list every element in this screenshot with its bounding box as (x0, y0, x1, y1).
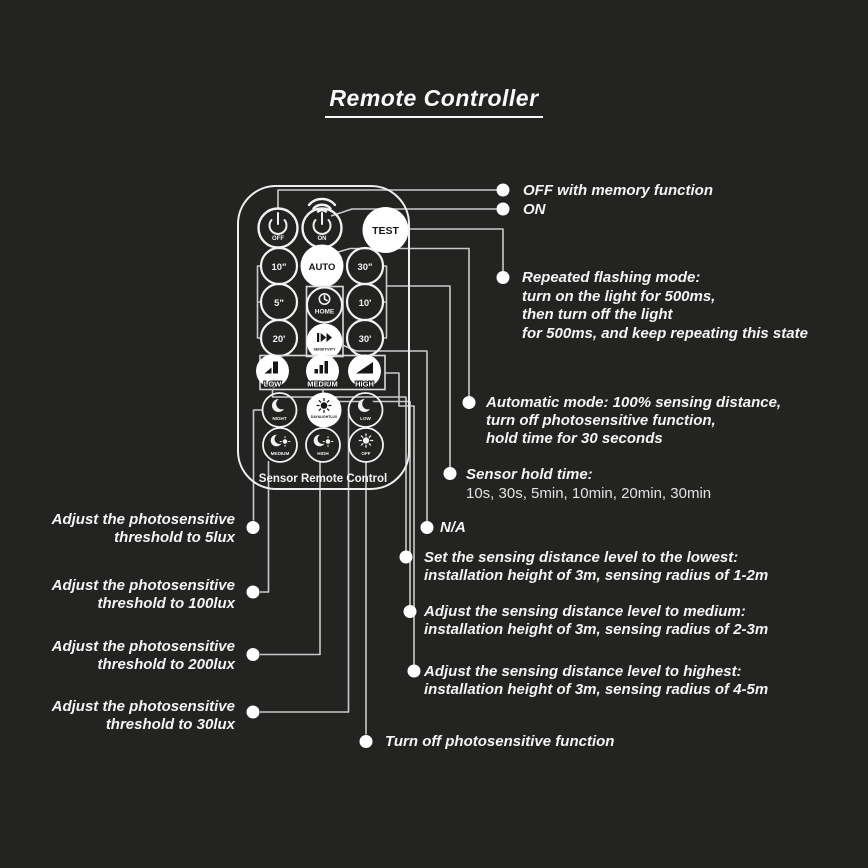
annotation-distance-medium (424, 603, 768, 639)
sun-icon (359, 434, 372, 447)
button-lux-off (349, 428, 383, 462)
annotation-line: ON (523, 201, 546, 218)
annotation-line: Repeated flashing mode: (522, 269, 701, 286)
button-lux-night-label: NIGHT (272, 416, 287, 421)
button-distance-high-label: HIGH (355, 379, 374, 389)
button-on-label: ON (317, 236, 327, 242)
callout-bullet (463, 396, 476, 409)
button-lux-low (349, 393, 383, 427)
annotation-line: threshold to 5lux (114, 529, 235, 546)
button-5s-label: 5" (274, 298, 284, 309)
callout-bullet (444, 467, 457, 480)
callout-bullet (404, 605, 417, 618)
button-auto (301, 245, 344, 288)
annotation-line: Turn off photosensitive function (385, 733, 615, 750)
line-test (409, 229, 504, 271)
callout-bullet (247, 521, 260, 534)
annotation-line: hold time for 30 seconds (486, 430, 663, 447)
callout-bullet (247, 648, 260, 661)
button-lux-daylight-label: DAY&LIGHTLUX (310, 415, 338, 419)
sun-icon (317, 399, 331, 413)
button-30m-label: 30' (358, 334, 372, 345)
button-30s-label: 30" (357, 262, 373, 273)
annotation-line: Adjust the photosensitive (51, 698, 235, 715)
button-10m (347, 284, 383, 320)
callout-bullet (497, 184, 510, 197)
annotation-line: installation height of 3m, sensing radius of 4-5m (424, 681, 769, 698)
annotation-line: installation height of 3m, sensing radius of 2-3m (424, 621, 769, 638)
button-sensitivity (307, 324, 343, 360)
annotation-off-memory (523, 182, 713, 200)
button-off-label: OFF (272, 236, 284, 242)
annotation-lux200 (52, 638, 235, 674)
callout-bullet (360, 735, 373, 748)
annotation-line: Adjust the photosensitive (51, 577, 235, 594)
button-lux-night (263, 393, 297, 427)
button-lux-off-label: OFF (361, 451, 371, 456)
annotation-line: for 500ms, and keep repeating this state (522, 324, 808, 342)
annotation-lux30 (52, 698, 235, 734)
page-title: Remote Controller (325, 85, 542, 118)
button-lux-high (306, 428, 340, 462)
annotation-line: N/A (440, 519, 466, 536)
clock-icon (319, 294, 329, 304)
line-night-5lux (254, 410, 263, 521)
button-home-label: HOME (314, 308, 335, 316)
button-20m-label: 20' (272, 334, 286, 345)
bracket-right-times (383, 266, 450, 467)
line-on (331, 209, 497, 216)
annotation-lux5 (52, 511, 235, 547)
moon-icon (358, 398, 373, 412)
annotation-line: Adjust the photosensitive (51, 511, 235, 528)
button-lux-high-label: HIGH (317, 451, 329, 456)
annotation-line: OFF with memory function (523, 182, 713, 199)
annotation-hold-time (466, 465, 711, 503)
callout-bullet (497, 271, 510, 284)
annotation-line: turn off photosensitive function, (486, 412, 716, 429)
annotation-line: threshold to 100lux (97, 595, 235, 612)
button-on (303, 209, 342, 248)
annotation-line: turn on the light for 500ms, (522, 287, 716, 305)
button-30s (347, 248, 383, 284)
annotation-line: then turn off the light (522, 306, 673, 323)
annotation-detail: 10s, 30s, 5min, 10min, 20min, 30min (466, 485, 712, 502)
button-lux-medium (263, 428, 297, 462)
button-distance-high (348, 355, 381, 389)
moon-sun-icon (271, 434, 290, 446)
button-distance-low-label: LOW (263, 379, 282, 389)
annotation-distance-high (424, 663, 768, 699)
moon-icon (272, 398, 287, 412)
line-off (278, 190, 497, 209)
button-10m-label: 10' (358, 298, 372, 309)
button-lux-medium-label: MEDIUM (270, 451, 290, 456)
annotation-line: Adjust the photosensitive (51, 638, 235, 655)
annotation-line: Set the sensing distance level to the lowest: (424, 549, 739, 566)
annotation-on (523, 201, 546, 219)
button-home (307, 288, 342, 323)
annotation-line: threshold to 200lux (97, 656, 235, 673)
annotation-line: Adjust the sensing distance level to medium: (424, 603, 746, 620)
callout-bullet (400, 551, 413, 564)
callout-bullet (408, 665, 421, 678)
annotation-title: Sensor hold time: (466, 466, 593, 483)
button-off (259, 209, 298, 248)
annotation-line: Automatic mode: 100% sensing distance, (486, 394, 782, 411)
button-test-label: TEST (372, 225, 399, 237)
moon-sun-icon (314, 434, 333, 446)
annotation-lux100 (52, 577, 235, 613)
annotation-line: threshold to 30lux (105, 716, 235, 733)
button-distance-medium-label: MEDIUM (307, 379, 338, 389)
callout-bullet (421, 521, 434, 534)
button-test (363, 207, 409, 253)
annotation-photo-off (385, 733, 614, 751)
button-distance-low (256, 355, 289, 389)
button-10s-label: 10" (271, 262, 287, 273)
remote-footer-label: Sensor Remote Control (258, 473, 388, 485)
callout-bullet (497, 203, 510, 216)
button-5s (261, 284, 297, 320)
button-lux-low-label: LOW (360, 416, 371, 421)
annotation-line: installation height of 3m, sensing radius of 1-2m (424, 567, 769, 584)
power-icon (270, 213, 287, 234)
button-lux-daylight (307, 393, 342, 428)
annotation-automatic (486, 394, 781, 448)
annotation-na (440, 519, 466, 537)
button-20m (261, 320, 297, 356)
connector-lines (254, 190, 504, 735)
button-10s (261, 248, 297, 284)
annotation-line: Adjust the sensing distance level to highest: (424, 663, 742, 680)
button-auto-label: AUTO (308, 262, 336, 273)
button-distance-medium (306, 355, 339, 389)
button-sensitivity-label: SENSITIVITY (313, 347, 336, 352)
annotation-flashing (522, 269, 808, 343)
callout-bullet (247, 586, 260, 599)
annotation-distance-low (424, 549, 768, 585)
callout-bullet (247, 706, 260, 719)
power-icon (314, 213, 331, 234)
